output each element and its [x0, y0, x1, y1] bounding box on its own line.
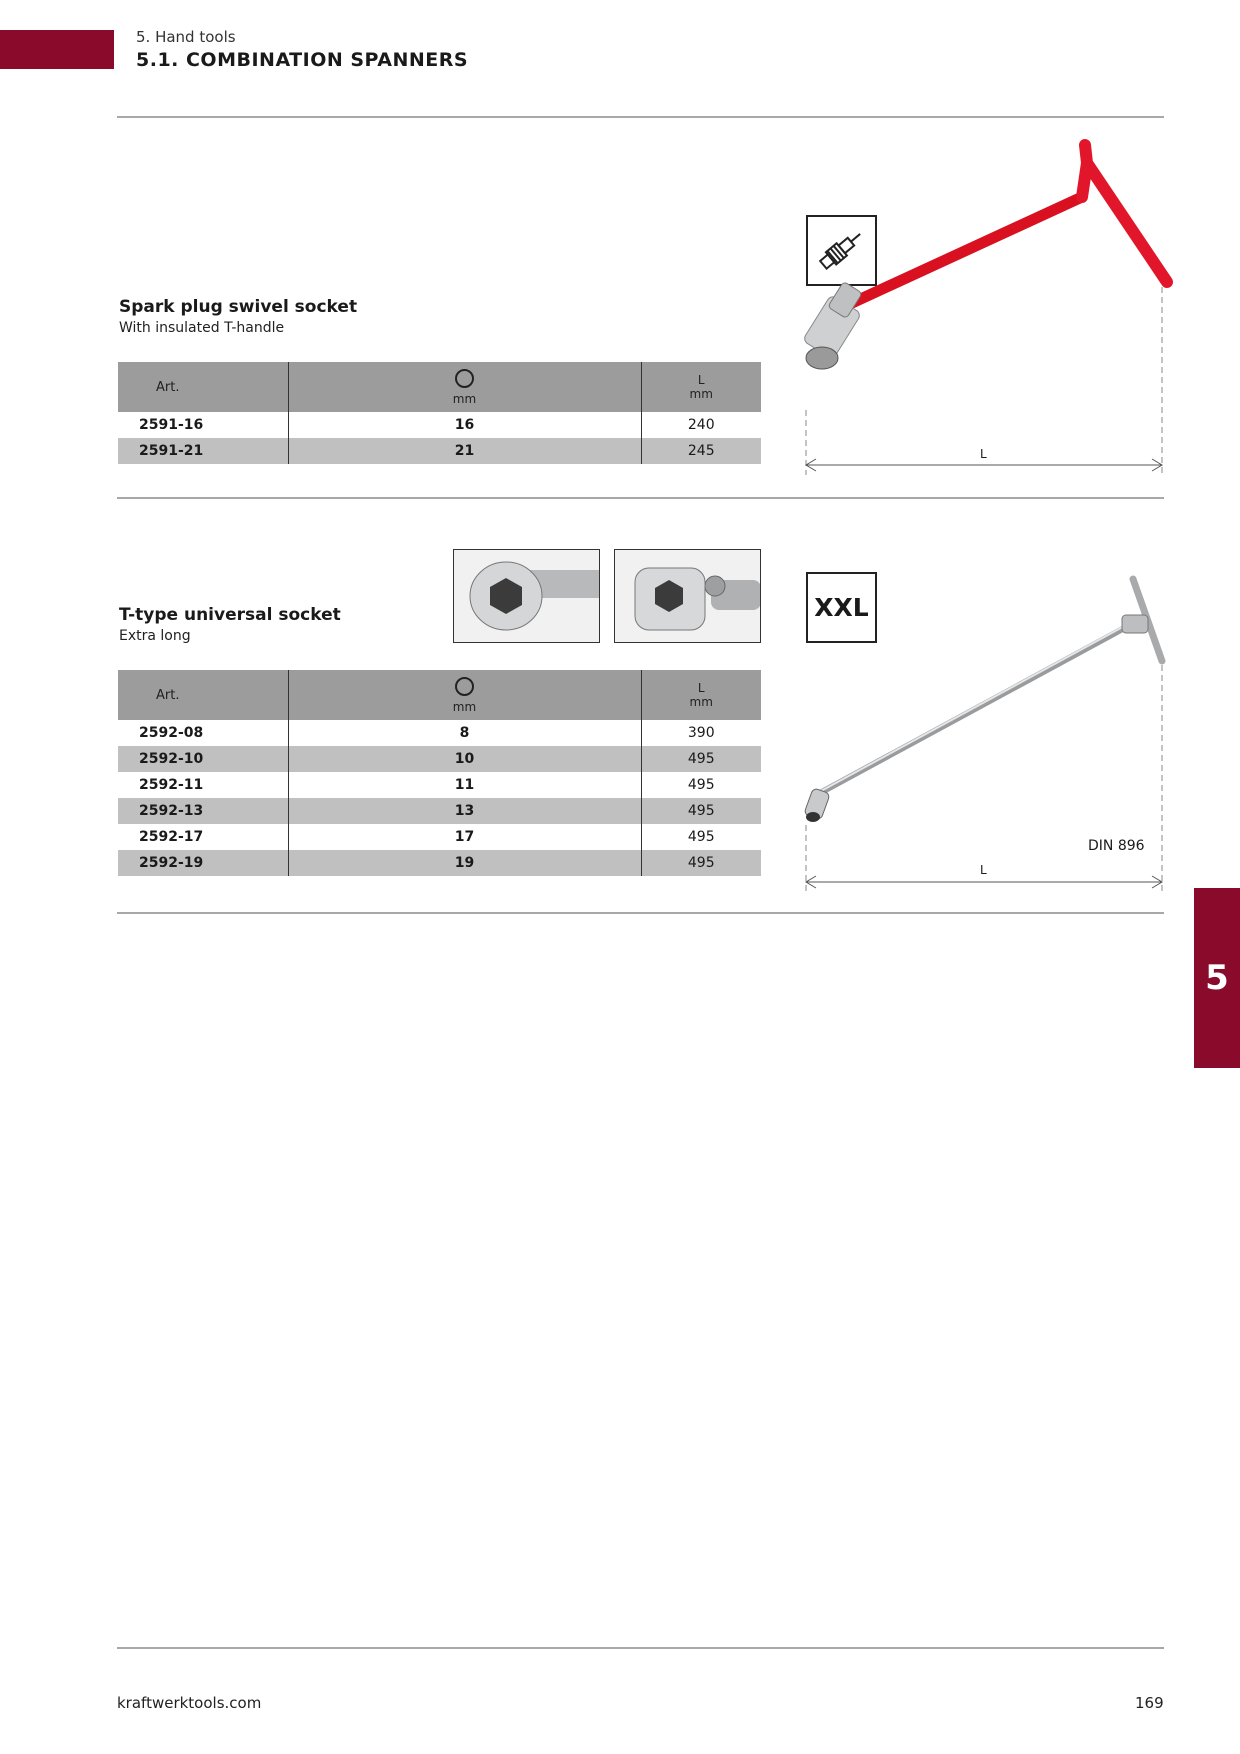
breadcrumb: 5. Hand tools: [136, 28, 236, 46]
page-number: 169: [1135, 1694, 1164, 1712]
socket-detail-image: [453, 549, 600, 643]
spec-table: [118, 362, 761, 464]
col-header-size: mm: [288, 670, 641, 720]
table-row: 2592-19 19 495: [118, 850, 761, 876]
spark-plug-socket-illustration: [800, 135, 1180, 480]
product-title: Spark plug swivel socket: [119, 297, 358, 317]
col-header-length: L mm: [641, 362, 761, 412]
divider: [117, 116, 1164, 118]
col-header-art: Art.: [118, 670, 288, 720]
col-header-art: Art.: [118, 362, 288, 412]
divider: [117, 497, 1164, 499]
dimension-label: L: [980, 863, 987, 877]
header-color-bar: [0, 30, 114, 69]
footer-website[interactable]: kraftwerktools.com: [117, 1694, 262, 1712]
product-subtitle: With insulated T-handle: [119, 320, 285, 336]
socket-joint-image: [614, 549, 761, 643]
table-row: 2592-13 13 495: [118, 798, 761, 824]
socket-size-icon: [455, 677, 474, 696]
spec-table: [118, 670, 761, 876]
divider: [117, 1647, 1164, 1649]
chapter-tab: 5: [1194, 888, 1240, 1068]
xxl-badge: XXL: [806, 572, 877, 643]
din-standard: DIN 896: [1088, 838, 1145, 854]
table-row: 2591-16 16 240: [118, 412, 761, 438]
table-row: 2592-08 8 390: [118, 720, 761, 746]
product-subtitle: Extra long: [119, 628, 191, 644]
table-row: 2592-17 17 495: [118, 824, 761, 850]
product-title: T-type universal socket: [119, 605, 341, 625]
col-header-size: mm: [288, 362, 641, 412]
col-header-length: L mm: [641, 670, 761, 720]
section-title: 5.1. COMBINATION SPANNERS: [136, 49, 469, 71]
dimension-label: L: [980, 447, 987, 461]
socket-size-icon: [455, 369, 474, 388]
table-row: 2592-11 11 495: [118, 772, 761, 798]
table-row: 2591-21 21 245: [118, 438, 761, 464]
table-row: 2592-10 10 495: [118, 746, 761, 772]
divider: [117, 912, 1164, 914]
